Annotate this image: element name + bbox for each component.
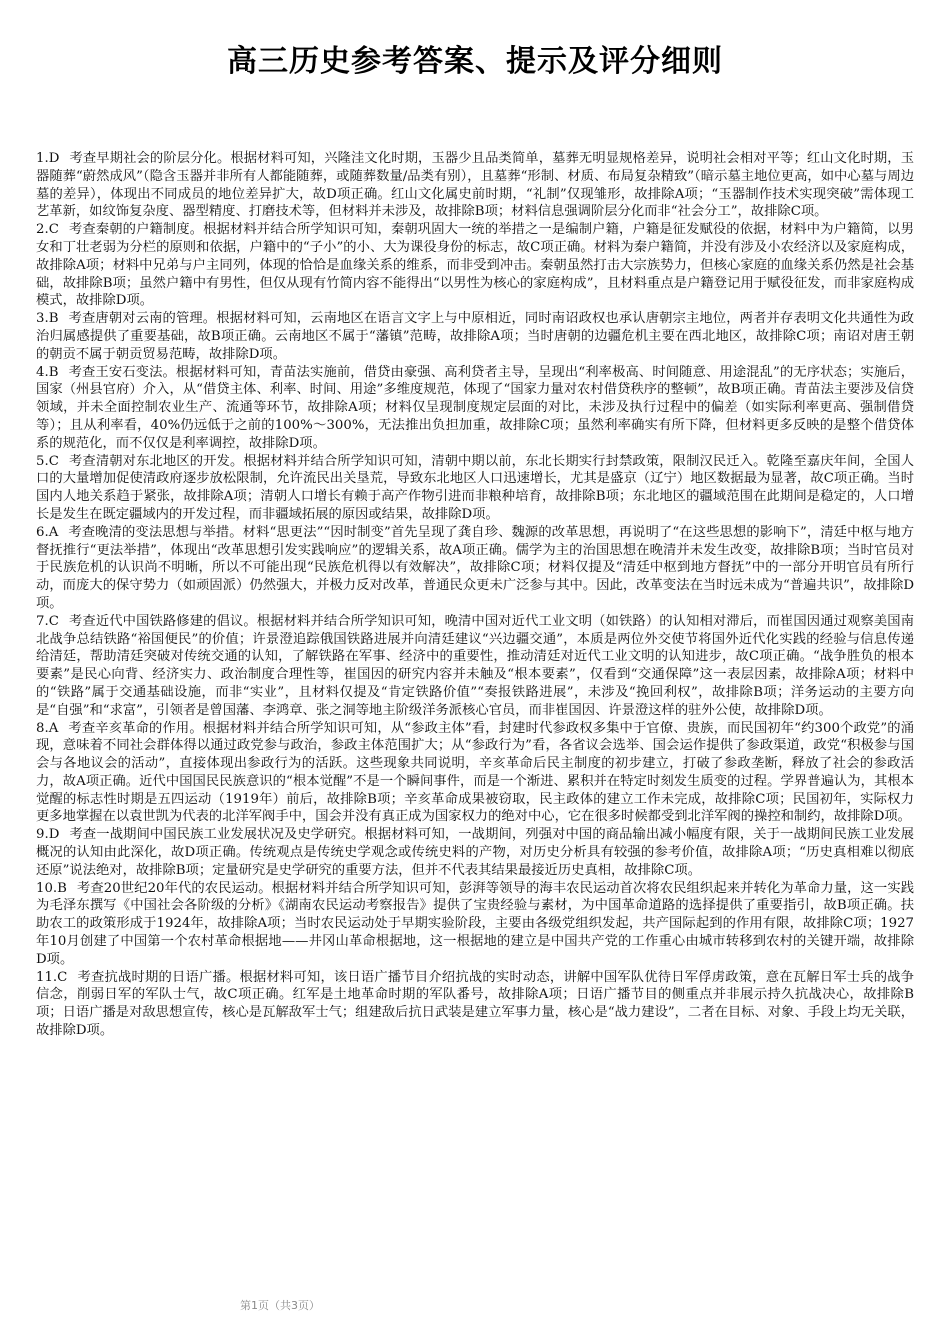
page-title: 高三历史参考答案、提示及评分细则 — [227, 44, 723, 79]
answer-item-11 — [36, 969, 914, 1040]
item-number: 5. — [36, 453, 49, 469]
item-explanation: 考查辛亥革命的作用。根据材料并结合所学知识可知，从“参政主体”看，封建时代参政权多集中于官僚、贵族，而民国初年“约300个政党”的涌现，意味着不同社会群体得以通过政党参与政治，参政主体范围扩大；从“参政行为”看，各省议会选举、国会运作提供了参政渠道，政党“积极参与国会与各地议会的活动”，直接体现出参政行为的活跃。这些现象共同说明，辛亥革命后民主制度的初步建立，打破了参政垄断，释放了社会的参政活力，故A项正确。近代中国国民民族意识的“根本觉醒”不是一个瞬间事件，而是一个渐进、累积并在特定时刻发生质变的过程。学界普遍认为，其根本觉醒的标志性时期是五四运动（1919年）前后，故排除B项；辛亥革命成果被窃取，民主政体的建立工作未完成，故排除C项；民国初年，实际权力更多地掌握在以袁世凯为代表的北洋军阀手中，国会并没有真正成为国家权力的绝对中心，它在很多时候都受到北洋军阀的操控和制约，故排除D项。 — [36, 720, 914, 825]
item-number: 6. — [36, 524, 49, 540]
item-number: 4. — [36, 364, 49, 380]
item-answer: B — [48, 311, 59, 327]
item-answer: C — [48, 453, 59, 469]
item-explanation: 考查早期社会的阶层分化。根据材料可知，兴隆洼文化时期，玉器少且品类简单，墓葬无明显规格差异，说明社会相对平等；红山文化时期，玉器随葬“蔚然成风”（隐含玉器并非所有人都能随葬，或随葬数量/品类有别），且墓葬“形制、材质、布局复杂精致”（暗示墓主地位更高，如中心墓与周边墓的差异），体现出不同成员的地位差异扩大，故D项正确。红山文化属史前时期，“礼制”仅现雏形，故排除A项；“玉器制作技术实现突破”需体现工艺革新，如纹饰复杂度、器型精度、打磨技术等，但材料并未涉及，故排除B项；材料信息强调阶层分化而非“社会分工”，故排除C项。 — [36, 151, 914, 220]
item-explanation: 考查晚清的变法思想与举措。材料“思更法”“因时制变”首先呈现了龚自珍、魏源的改革思想，再说明了“在这些思想的影响下”，清廷中枢与地方督抚推行“更法举措”，体现出“改革思想引发实践响应”的逻辑关系，故A项正确。儒学为主的治国思想在晚清并未发生改变，故排除B项；当时官员对于民族危机的认识尚不明晰，所以不可能出现“民族危机得以有效解决”，故排除C项；材料仅提及“清廷中枢到地方督抚”中的一部分开明官员有所行动，而庞大的保守势力（如顽固派）仍然强大，并极力反对改革，普通民众更未广泛参与其中。因此，改革变法在当时远未成为“普遍共识”，故排除D项。 — [36, 524, 914, 611]
answer-item-3 — [36, 310, 914, 363]
item-explanation: 考查20世纪20年代的农民运动。根据材料并结合所学知识可知，彭湃等领导的海丰农民运动首次将农民组织起来并转化为革命力量，这一实践为毛泽东撰写《中国社会各阶级的分析》《湖南农民运动考察报告》提供了宝贵经验与素材，为中国革命道路的选择提供了重要指引，故B项正确。扶助农工的政策形成于1924年，故排除A项；当时农民运动处于早期实验阶段，主要由各级党组织发起，共产国际起到的作用有限，故排除C项；1927年10月创建了中国第一个农村革命根据地——井冈山革命根据地，这一根据地的建立是中国共产党的工作重心由城市转移到农村的关键开端，故排除D项。 — [36, 880, 914, 967]
item-number: 1. — [36, 151, 49, 166]
item-number: 3. — [36, 311, 49, 327]
item-explanation: 考查王安石变法。根据材料可知，青苗法实施前，借贷由豪强、高利贷者主导，呈现出“利率极高、时间随意、用途混乱”的无序状态；实施后，国家（州县官府）介入，从“借贷主体、利率、时间、用途”多维度规范，体现了“国家力量对农村借贷秩序的整顿”，故B项正确。青苗法主要涉及信贷领域，并未全面控制农业生产、流通等环节，故排除A项；材料仅呈现制度规定层面的对比，未涉及执行过程中的偏差（如实际利率更高、强制借贷等）；且从利率看，40%仍远低于之前的100%～300%，无法推出负担加重，故排除C项；虽然利率确实有所下降，但材料更多反映的是整个借贷体系的规范化，而不仅仅是利率调控，故排除D项。 — [36, 364, 914, 451]
item-number: 10. — [36, 880, 58, 896]
item-answer: A — [48, 720, 59, 736]
answer-item-1 — [36, 150, 914, 221]
page-footer: 第1页（共3页） — [240, 1299, 320, 1312]
item-answer: B — [48, 364, 59, 380]
item-explanation: 考查清朝对东北地区的开发。根据材料并结合所学知识可知，清朝中期以前，东北长期实行封禁政策，限制汉民迁入。乾隆至嘉庆年间，全国人口的大量增加促使清政府逐步放松限制，允许流民出关垦荒，导致东北地区人口迅速增长，尤其是盛京（辽宁）地区数据最为显著，故C项正确。当时国内人地关系趋于紧张，故排除A项；清朝人口增长有赖于高产作物引进而非粮种培育，故排除B项；东北地区的疆域范围在此期间是稳定的，人口增长是发生在既定疆域内的开发过程，而非疆域拓展的原因或结果，故排除D项。 — [36, 453, 914, 522]
answer-item-6 — [36, 524, 914, 613]
item-number: 8. — [36, 720, 49, 736]
item-number: 2. — [36, 222, 49, 238]
item-number: 7. — [36, 613, 49, 629]
answer-item-2 — [36, 221, 914, 310]
item-answer: C — [48, 613, 59, 629]
item-explanation: 考查一战期间中国民族工业发展状况及史学研究。根据材料可知，一战期间，列强对中国的商品输出减小幅度有限，关于一战期间民族工业发展概况的认知由此深化，故D项正确。传统观点是传统史学观念或传统史料的产物，对历史分析具有较强的参考价值，故排除A项；“历史真相难以彻底还原”说法绝对，故排除B项；定量研究是史学研究的重要方法，但并不代表其结果最接近历史真相，故排除C项。 — [36, 827, 914, 878]
answer-item-10 — [36, 880, 914, 969]
answer-item-9 — [36, 826, 914, 879]
item-explanation: 考查近代中国铁路修建的倡议。根据材料并结合所学知识可知，晚清中国对近代工业文明（如铁路）的认知相对滞后，而崔国因通过观察美国南北战争总结铁路“裕国便民”的价值；许景澄追踪俄国铁路进展并向清廷建议“兴边疆交通”，本质是两位外交使节将国外近代化实践的经验与信息传递给清廷，帮助清廷突破对传统交通的认知，了解铁路在军事、经济中的重要性，推动清廷对近代工业文明的认知进步，故C项正确。“战争胜负的根本要素”是民心向背、经济实力、政治制度合理性等，崔国因的研究内容并未触及“根本要素”，仅看到“交通保障”这一表层因素，故排除A项；材料中的“铁路”属于交通基础设施，而非“实业”，且材料仅提及“肯定铁路价值”“奏报铁路进展”，未涉及“挽回利权”，故排除B项；洋务运动的主要方向是“自强”和“求富”，引领者是曾国藩、李鸿章、张之洞等地主阶级洋务派核心官员，而非崔国因、许景澄这样的驻外公使，故排除D项。 — [36, 613, 914, 718]
answer-item-8 — [36, 720, 914, 827]
item-number: 9. — [36, 827, 49, 843]
item-answer: A — [48, 524, 59, 540]
item-answer: D — [48, 827, 60, 843]
item-explanation: 考查唐朝对云南的管理。根据材料可知，云南地区在语言文字上与中原相近，同时南诏政权也承认唐朝宗主地位，两者并存表明文化共通性为政治归属感提供了重要基础，故B项正确。云南地区不属于“藩镇”范畴，故排除A项；当时唐朝的边疆危机主要在西北地区，故排除C项；南诏对唐王朝的朝贡不属于朝贡贸易范畴，故排除D项。 — [36, 311, 914, 362]
item-answer: D — [48, 151, 60, 166]
item-answer: C — [57, 969, 68, 985]
answer-item-7 — [36, 613, 914, 720]
answer-item-5 — [36, 453, 914, 524]
item-explanation: 考查抗战时期的日语广播。根据材料可知，该日语广播节目介绍抗战的实时动态，讲解中国军队优待日军俘虏政策，意在瓦解日军士兵的战争信念，削弱日军的军队士气，故C项正确。红军是土地革命时期的军队番号，故排除A项；日语广播节目的侧重点并非展示持久抗战决心，故排除B项；日语广播是对敌思想宣传，核心是瓦解敌军士气；组建敌后抗日武装是建立军事力量，核心是“战力建设”，二者在目标、对象、手段上均无关联，故排除D项。 — [36, 969, 914, 1039]
answer-item-4 — [36, 364, 914, 453]
item-explanation: 考查秦朝的户籍制度。根据材料并结合所学知识可知，秦朝巩固大一统的举措之一是编制户籍，户籍是征发赋役的依据，材料中为户籍简，以男女和丁壮老弱为分栏的原则和依据，户籍中的“子小”的小、大为课役身份的标志，故C项正确。材料为秦户籍简，并没有涉及小农经济以及家庭构成，故排除A项；材料中兄弟与户主同列，体现的恰恰是血缘关系的维系，而非受到冲击。秦朝虽然打击大宗族势力，但核心家庭的血缘关系仍然是社会基础，故排除B项；虽然户籍中有男性，但仅从现有竹简内容不能得出“以男性为核心的家庭构成”，且材料重点是户籍登记用于赋役征发，而非家庭构成模式，故排除D项。 — [36, 222, 914, 309]
item-number: 11. — [36, 969, 58, 985]
item-answer: C — [48, 222, 59, 238]
answer-list — [36, 150, 914, 1040]
item-answer: B — [57, 880, 67, 896]
